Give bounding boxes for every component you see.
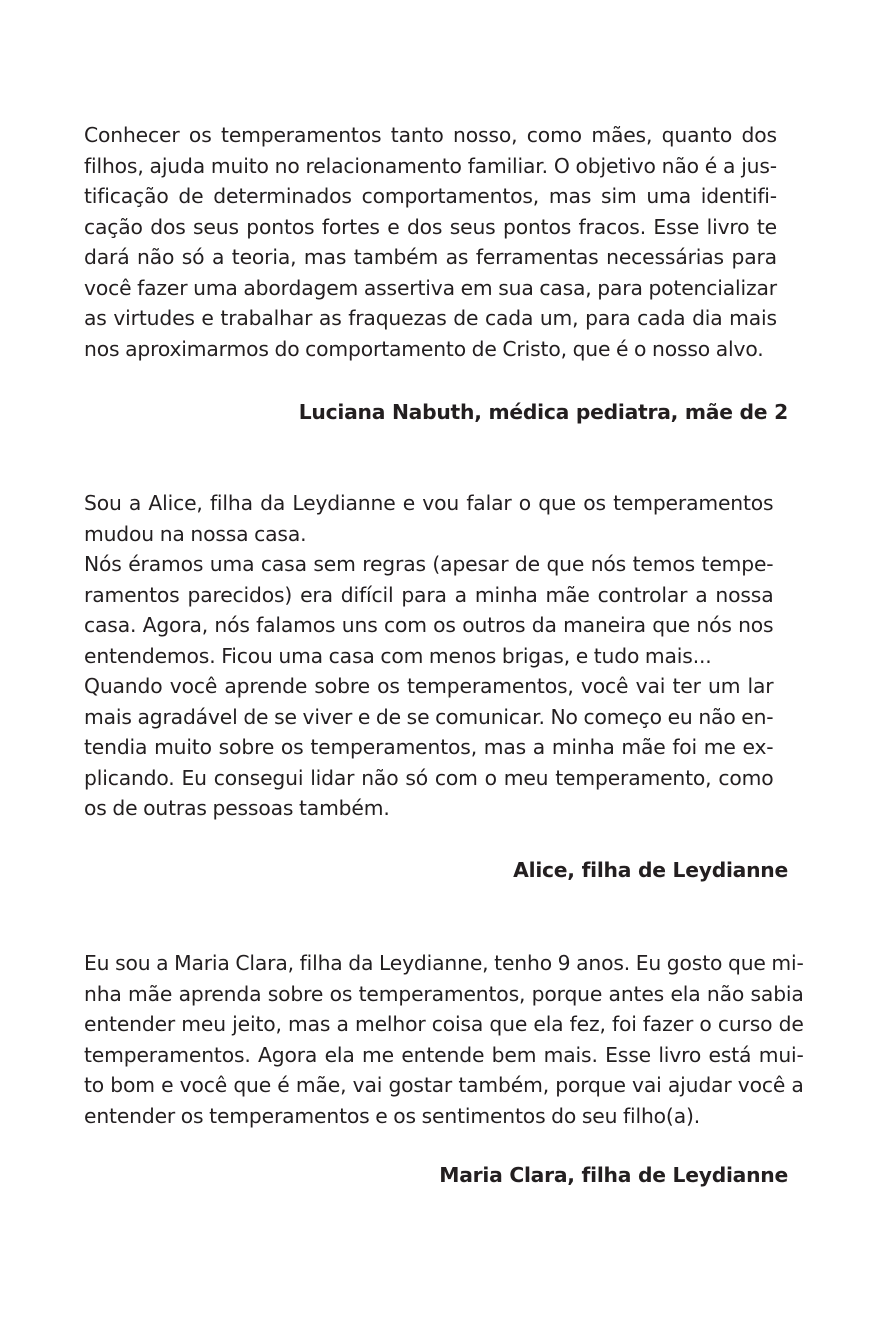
text-line: mudou na nossa casa. xyxy=(84,521,307,546)
testimonial-alice-signature: Alice, filha de Leydianne xyxy=(513,858,788,882)
text-line: Conhecer os temperamentos tanto nosso, como mães, quanto dos xyxy=(84,123,777,147)
text-line: tendia muito sobre os temperamentos, mas a minha mãe foi me ex- xyxy=(84,735,774,759)
text-line: entender os temperamentos e os sentimentos do seu filho(a). xyxy=(84,1103,701,1128)
text-line: entendemos. Ficou uma casa com menos brigas, e tudo mais... xyxy=(84,643,712,668)
text-line: tificação de determinados comportamentos, mas sim uma identifi- xyxy=(84,184,777,208)
testimonial-alice-text xyxy=(84,488,773,824)
text-line: as virtudes e trabalhar as fraquezas de cada um, para cada dia mais xyxy=(84,306,777,330)
text-line: mais agradável de se viver e de se comunicar. No começo eu não en- xyxy=(84,704,774,729)
testimonial-luciana-signature: Luciana Nabuth, médica pediatra, mãe de 2 xyxy=(298,400,788,424)
text-line: plicando. Eu consegui lidar não só com o meu temperamento, como xyxy=(84,765,774,790)
text-line: nha mãe aprenda sobre os temperamentos, porque antes ela não sabia xyxy=(84,981,804,1006)
text-line: Nós éramos uma casa sem regras (apesar de que nós temos tempe- xyxy=(84,552,774,576)
text-line: entender meu jeito, mas a melhor coisa que ela fez, foi fazer o curso de xyxy=(84,1012,804,1036)
text-line: Quando você aprende sobre os temperamentos, você vai ter um lar xyxy=(84,674,774,698)
text-line: você fazer uma abordagem assertiva em sua casa, para potencializar xyxy=(84,275,777,300)
testimonial-luciana-text xyxy=(84,120,777,364)
text-line: temperamentos. Agora ela me entende bem mais. Esse livro está mui- xyxy=(84,1042,804,1067)
text-line: nos aproximarmos do comportamento de Cristo, que é o nosso alvo. xyxy=(84,336,764,361)
text-line: cação dos seus pontos fortes e dos seus pontos fracos. Esse livro te xyxy=(84,214,777,239)
text-line: filhos, ajuda muito no relacionamento familiar. O objetivo não é a jus- xyxy=(84,153,777,178)
text-line: dará não só a teoria, mas também as ferramentas necessárias para xyxy=(84,245,777,269)
text-line: ramentos parecidos) era difícil para a minha mãe controlar a nossa xyxy=(84,582,774,607)
text-line: to bom e você que é mãe, vai gostar também, porque vai ajudar você a xyxy=(84,1073,804,1097)
text-line: Sou a Alice, filha da Leydianne e vou falar o que os temperamentos xyxy=(84,491,774,515)
text-line: os de outras pessoas também. xyxy=(84,796,390,820)
text-line: Eu sou a Maria Clara, filha da Leydianne, tenho 9 anos. Eu gosto que mi- xyxy=(84,951,804,975)
testimonial-maria-clara-text xyxy=(84,948,804,1131)
text-line: casa. Agora, nós falamos uns com os outros da maneira que nós nos xyxy=(84,613,774,637)
testimonial-maria-clara-signature: Maria Clara, filha de Leydianne xyxy=(439,1163,788,1187)
